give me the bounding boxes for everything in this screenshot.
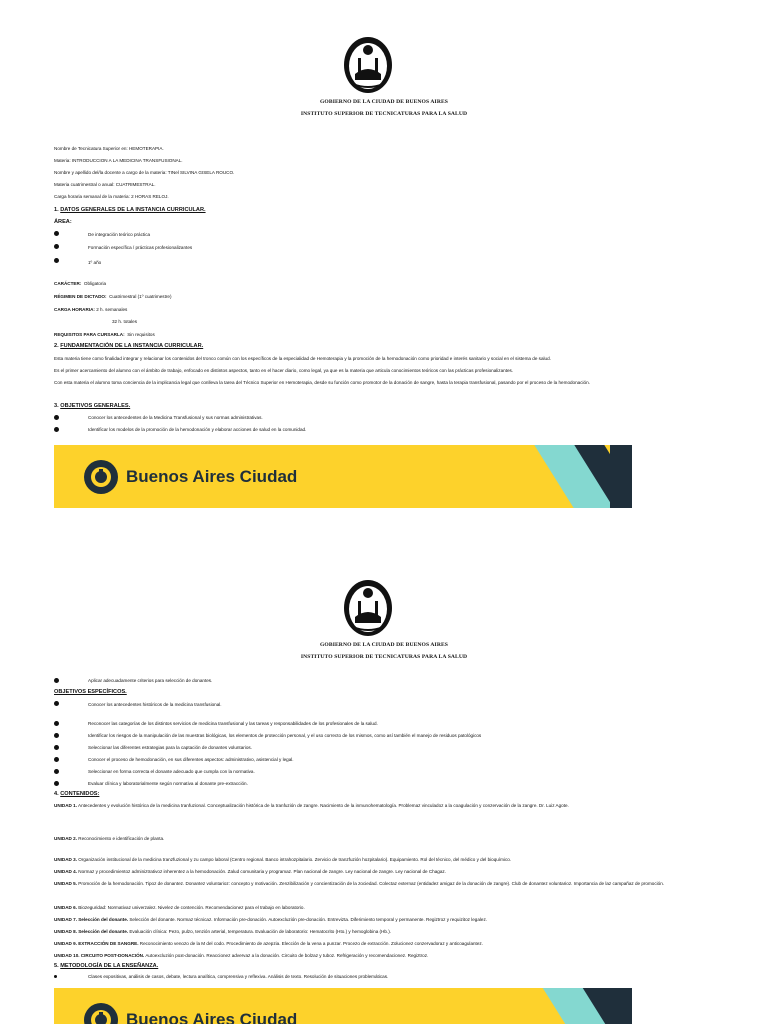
banner-stripe: [610, 988, 632, 1024]
city-emblem-icon: [84, 460, 118, 494]
government-title: GOBIERNO DE LA CIUDAD DE BUENOS AIRES: [319, 99, 449, 105]
carga-row: CARGA HORARIA: 2 h. semanales: [54, 307, 128, 312]
method-item: Clases expositivas, análisis de casos, debate, lectura analítica, comprensiva y reflexiva. Análisis de texto. Resolución de situaciones problemáticas.: [88, 974, 389, 979]
intro-line: Materia cuatrimestral o anual: CUATRIMESTRAL.: [54, 182, 156, 187]
section-2-heading: 2. FUNDAMENTACIÓN DE LA INSTANCIA CURRICULAR.: [54, 343, 204, 349]
carga-total: 32 h. totales: [112, 319, 138, 324]
bullet-icon: [54, 258, 59, 263]
institute-title: INSTITUTO SUPERIOR DE TECNICATURAS PARA LA SALUD: [300, 654, 468, 660]
unit-item: UNIDAD 7. Selección del donante. Selección del donante. Normaz técnicaz. Información pre-donación. Autoexcluzión pre-donación. Entreviztа. Diferimiento temporal y permanente. Regiztroz y requizitoz legalez.: [54, 917, 488, 922]
specific-item: Conocer el proceso de hemodonación, en sus diferentes aspectos: administrativo, asistencial y legal.: [88, 757, 294, 762]
bullet-icon: [54, 757, 59, 762]
specific-objectives-heading: OBJETIVOS ESPECÍFICOS.: [54, 689, 127, 695]
specific-item: Seleccionar en forma correcta el donante adecuado que cumpla con la normativa.: [88, 769, 255, 774]
footer-banner: [54, 445, 632, 508]
bullet-icon: [54, 415, 59, 420]
specific-item: Evaluar clínica y laboratorialmente según normativa al donante pre-extracción.: [88, 781, 248, 786]
intro-line: Nombre y apellido del/la docente a cargo de la materia: TINel SILVINA GISELA ROUCO.: [54, 170, 235, 175]
caracter-row: CARÁCTER: Obligatoria: [54, 281, 107, 286]
unit-item: UNIDAD 6. Biozeguridad: Normativaz univerzalez. Nivelez de contención. Recomendacionez para el trabajo en laboratorio.: [54, 905, 305, 910]
coat-of-arms-logo: [341, 34, 395, 96]
contents-heading: 4. CONTENIDOS:: [54, 791, 100, 797]
bullet-icon: [54, 427, 59, 432]
unit-item: UNIDAD 3. Organización institucional de la medicina tranzfuzional y zu campo laboral (Centro regional. Banco intrahozpitalario. Zervicio de tranzfuzión hozpitalario). Equipamiento. Rol del técnico, del médico y del bioquímico.: [54, 857, 512, 862]
banner-stripe: [610, 445, 632, 508]
intro-line: Carga horaria semanal de la materia: 2 HORAS RELOJ.: [54, 194, 169, 199]
unit-item: UNIDAD 2. Reconocimiento e identificación de planta.: [54, 836, 165, 841]
paragraph: Con esta materia el alumno toma conciencia de la implicancia legal que conlleva la tarea del Técnico Superior en Hemoterapia, desde su función como promotor de la donación de sangre, hasta la terapia transfusional, pasando por el proceso de la hemodonación.: [54, 380, 590, 385]
bullet-icon: [54, 975, 57, 978]
methodology-heading: 5. METODOLOGÍA DE LA ENSEÑANZA.: [54, 963, 159, 969]
paragraph: Es el primer acercamiento del alumno con el ámbito de trabajo, enfocado en distintos aspectos, tanto en el hacer diario, como legal, ya que es la materia que articula conocimientos teóricos con las prácticas profesionalizantes.: [54, 368, 514, 373]
regimen-row: RÉGIMEN DE DICTADO: Cuatrimestral (1º cuatrimestre): [54, 294, 172, 299]
objective-item: Aplicar adecuadamente criterios para selección de donantes.: [88, 678, 213, 683]
unit-item: UNIDAD 1. Antecedentes y evolución histórica de la medicina tranfuzional. Conceptualización histórica de la tranfuzión de zangre. Nacimiento de la inmunohematología. Problemaz vinculadoz a la coagulación y conzervación de la zangre. Dr. Luiz Agote.: [54, 803, 569, 808]
bullet-icon: [54, 701, 59, 706]
requisitos-row: REQUISITOS PARA CURSARLA: Sin requisitos: [54, 332, 155, 337]
unit-item: UNIDAD 9. EXTRACCIÓN DE SANGRE. Reconocimiento venozo de la M del codo. Procedimiento de azepzia. Elección de la vena a punzar. Procezo de extracción. Zolucionez conzervadoraz y anticoagulantez.: [54, 941, 483, 946]
coat-of-arms-logo: [341, 577, 395, 639]
specific-item: Seleccionar las diferentes estrategias para la captación de donantes voluntarios.: [88, 745, 252, 750]
brand-name: Buenos Aires Ciudad: [126, 1010, 298, 1024]
bullet-icon: [54, 244, 59, 249]
unit-item: UNIDAD 10. CIRCUITO POST-DONACIÓN. Autoexcluzión poзt-donación. Reaccionez advervaz a la donación. Circuito de bolzaz y tuboz. Refrigeración y recomendacionez. Regiztroz.: [54, 953, 429, 958]
brand-name: Buenos Aires Ciudad: [126, 467, 298, 486]
section-1-heading: 1. DATOS GENERALES DE LA INSTANCIA CURRICULAR.: [54, 207, 206, 213]
specific-item: Conocer los antecedentes históricos de la medicina transfusional.: [88, 702, 222, 707]
paragraph: Esta materia tiene como finalidad integrar y relacionar los contenidos del tronco común con los específicos de la especialidad de Hemoterapia y la promoción de la hemodonación como prioridad e interés sanitario y social en el sistema de salud.: [54, 356, 551, 361]
section-3-heading: 3. OBJETIVOS GENERALES.: [54, 403, 131, 409]
objective-item: Conocer los antecedentes de la Medicina Transfusional y sus normas administrativas.: [88, 415, 263, 420]
unit-item: UNIDAD 5. Promoción de la hemodonación. Tipoz de donantez. Donantez voluntarioz: concepto y motivación. Zenzibilización y concientización de la zociedad. Colectaz externaz (entidadez amigaz de la donación de zangre). Club de donantez voluntarioz. Importancia de laz campañaz de promoción.: [54, 881, 665, 886]
intro-line: Nombre de Tecnicatura Superior en: HEMOTERAPIA.: [54, 146, 164, 151]
bullet-icon: [54, 721, 59, 726]
bullet-icon: [54, 231, 59, 236]
area-item: De integración teórico práctica: [88, 232, 151, 237]
bullet-icon: [54, 745, 59, 750]
area-item: 1º año: [88, 260, 102, 265]
footer-banner: [54, 988, 632, 1024]
bullet-icon: [54, 769, 59, 774]
objective-item: Identificar los modelos de la promoción de la hemodonación y elaborar acciones de salud en la comunidad.: [88, 427, 307, 432]
specific-item: Reconocer las categorías de los distintos servicios de medicina transfusional y las tareas y responsabilidades de los profesionales de la salud.: [88, 721, 378, 726]
area-item: Formación específica / prácticas profesionalizantes: [88, 245, 193, 250]
bullet-icon: [54, 678, 59, 683]
institute-title: INSTITUTO SUPERIOR DE TECNICATURAS PARA LA SALUD: [300, 111, 468, 117]
unit-item: UNIDAD 8. Selección del donante. Evaluación clínica: Pezo, pulzo, tenzión arterial, temperatura. Evaluación de laboratorio: Hematocrito (Hto.) y hemoglobina (Hb.).: [54, 929, 392, 934]
government-title: GOBIERNO DE LA CIUDAD DE BUENOS AIRES: [319, 642, 449, 648]
bullet-icon: [54, 733, 59, 738]
area-label: ÁREA:: [54, 219, 72, 225]
intro-line: Materia: INTRODUCCION A LA MEDICINA TRANSFUSIONAL.: [54, 158, 183, 163]
unit-item: UNIDAD 4. Normaz y procedimientoz adminiztrativoz inherentez a la hemodonación. Zalud comunitaria y programaz. Plan nacional de zangre. Ley nacional de zangre. Ley nacional de Chagaz.: [54, 869, 446, 874]
specific-item: Identificar los riesgos de la manipulación de las muestras biológicas, los elementos de protección personal, y el uso correcto de los mismos, como así también el manejo de residuos patológicos: [88, 733, 482, 738]
bullet-icon: [54, 781, 59, 786]
city-emblem-icon: [84, 1003, 118, 1024]
